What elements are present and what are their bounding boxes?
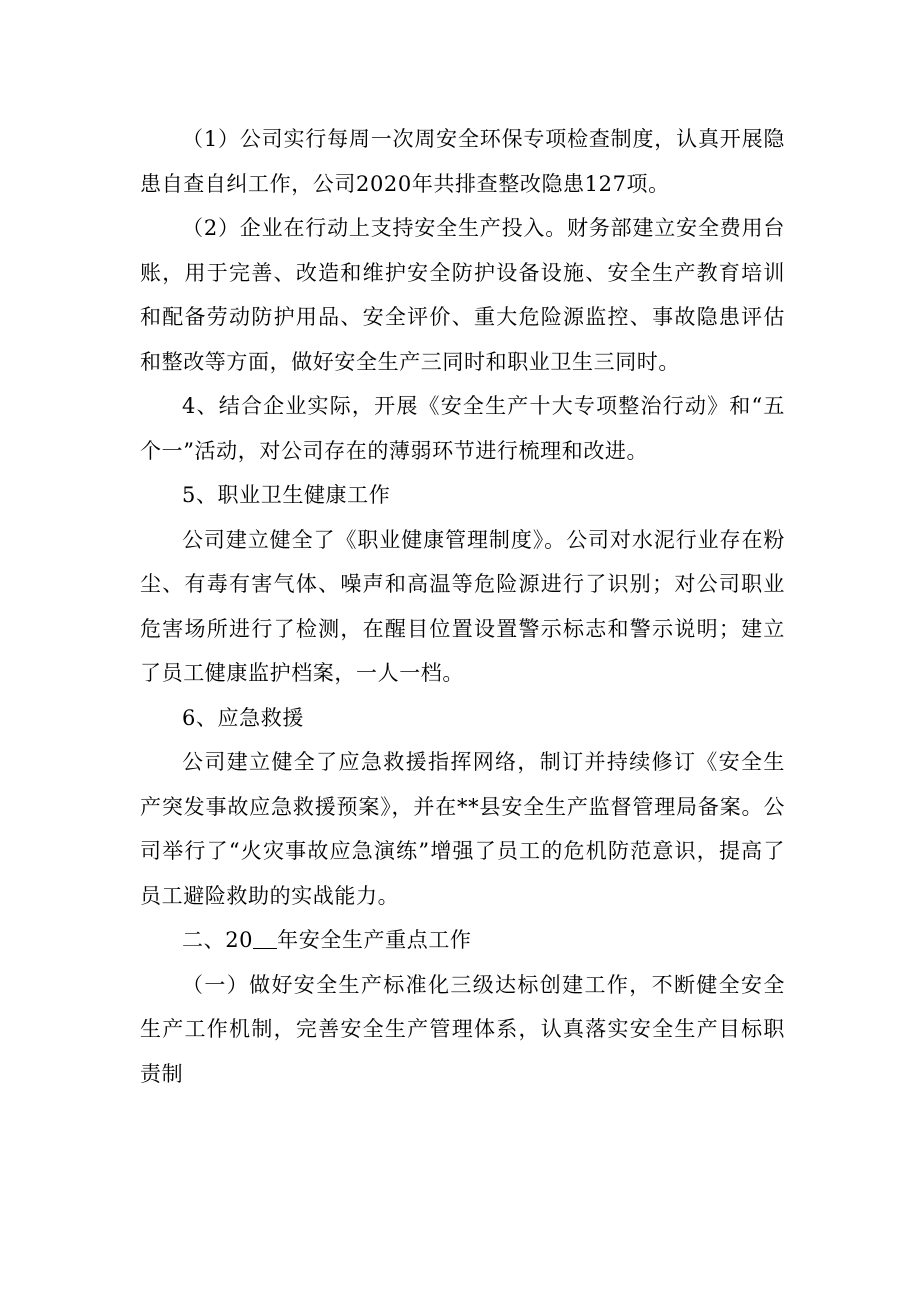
heading-key-work-prefix: 二、20 bbox=[182, 928, 254, 952]
paragraph-standardization: （一）做好安全生产标准化三级达标创建工作，不断健全安全生产工作机制，完善安全生产管理体系，认真落实安全生产目标职责制 bbox=[140, 972, 785, 1086]
document-body bbox=[140, 117, 785, 1096]
paragraph-weekly-inspection: （1）公司实行每周一次周安全环保专项检查制度，认真开展隐患自查自纠工作，公司2020年共排查整改隐患127项。 bbox=[140, 127, 785, 196]
paragraph-safety-investment: （2）企业在行动上支持安全生产投入。财务部建立安全费用台账，用于完善、改造和维护安全防护设备设施、安全生产教育培训和配备劳动防护用品、安全评价、重大危险源监控、事故隐患评估和整改等方面，做好安全生产三同时和职业卫生三同时。 bbox=[140, 216, 785, 374]
paragraph-occupational-health: 公司建立健全了《职业健康管理制度》。公司对水泥行业存在粉尘、有毒有害气体、噪声和高温等危险源进行了识别；对公司职业危害场所进行了检测，在醒目位置设置警示标志和警示说明；建立了员工健康监护档案，一人一档。 bbox=[140, 527, 785, 685]
paragraph-emergency-rescue: 公司建立健全了应急救援指挥网络，制订并持续修订《安全生产突发事故应急救援预案》，并在**县安全生产监督管理局备案。公司举行了“火灾事故应急演练”增强了员工的危机防范意识，提高了员工避险救助的实战能力。 bbox=[140, 750, 785, 908]
heading-occupational-health: 5、职业卫生健康工作 bbox=[182, 483, 391, 507]
paragraph-special-rectification: 4、结合企业实际，开展《安全生产十大专项整治行动》和“五个一”活动，对公司存在的薄弱环节进行梳理和改进。 bbox=[140, 394, 785, 463]
year-blank-underline bbox=[253, 928, 277, 949]
heading-emergency-rescue: 6、应急救援 bbox=[182, 705, 304, 730]
heading-key-work-suffix: 年安全生产重点工作 bbox=[277, 928, 472, 952]
heading-key-work bbox=[140, 918, 785, 963]
